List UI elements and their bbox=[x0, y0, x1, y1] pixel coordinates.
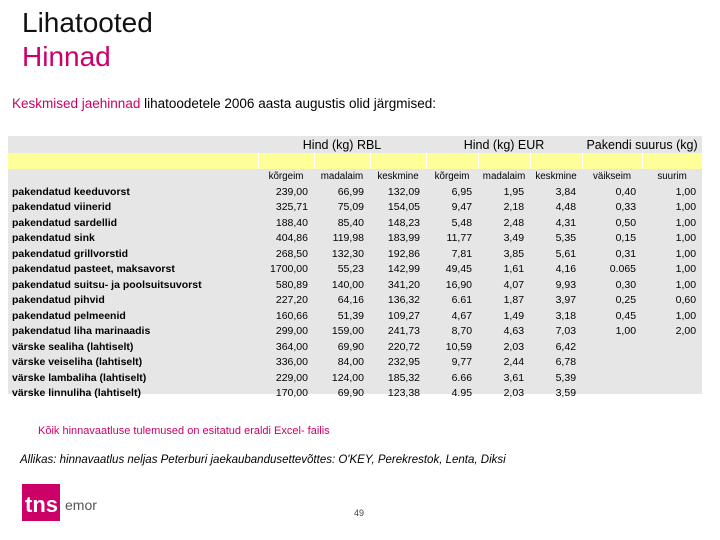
price-table bbox=[8, 136, 702, 401]
yellow-row-cell bbox=[8, 153, 258, 169]
excel-note: Kõik hinnavaatluse tulemused on esitatud eraldi Excel- failis bbox=[38, 425, 330, 437]
row-value-cell: 5,48 bbox=[451, 216, 473, 229]
subheader-cell: madalaim bbox=[320, 170, 364, 182]
row-value-cell bbox=[642, 386, 702, 402]
table-subheader-row bbox=[8, 169, 702, 185]
row-value-cell: 1,49 bbox=[503, 309, 525, 322]
row-value-cell: 185,32 bbox=[387, 371, 421, 384]
row-value-cell: 4,07 bbox=[503, 278, 525, 291]
row-value-cell: 0,15 bbox=[615, 232, 637, 245]
row-value-cell: 3,84 bbox=[555, 185, 577, 198]
row-value-cell: 75,09 bbox=[337, 201, 364, 214]
row-value-cell: 148,23 bbox=[387, 216, 421, 229]
row-value-cell: 0,25 bbox=[615, 294, 637, 307]
row-value-cell: 10,59 bbox=[445, 340, 473, 353]
group-header-package: Pakendi suurus (kg) bbox=[586, 137, 698, 152]
row-value-cell: 232,95 bbox=[387, 356, 421, 369]
subheader-cell: madalaim bbox=[482, 170, 526, 182]
row-product-name: pakendatud grillvorstid bbox=[12, 247, 129, 260]
row-value-cell: 239,00 bbox=[275, 185, 308, 198]
row-value-cell: 183,99 bbox=[387, 232, 421, 245]
row-value-cell: 6,95 bbox=[451, 185, 473, 198]
row-product-name: pakendatud pasteet, maksavorst bbox=[12, 263, 175, 276]
row-value-cell: 7,03 bbox=[555, 325, 577, 338]
row-value-cell: 142,99 bbox=[387, 263, 421, 276]
row-value-cell: 5,61 bbox=[555, 247, 577, 260]
row-value-cell: 3,97 bbox=[555, 294, 577, 307]
source-note: Allikas: hinnavaatlus neljas Peterburi jaekaubandusettevõttes: O'KEY, Perekrestok, Lenta, Diksi bbox=[20, 454, 506, 466]
row-value-cell: 1,00 bbox=[615, 325, 637, 338]
row-value-cell: 3,18 bbox=[555, 309, 577, 322]
row-value-cell: 5,35 bbox=[555, 232, 577, 245]
table-row bbox=[8, 277, 702, 293]
row-value-cell: 132,30 bbox=[331, 247, 364, 260]
row-value-cell: 3,85 bbox=[503, 247, 525, 260]
row-value-cell: 6,78 bbox=[555, 356, 577, 369]
table-row bbox=[8, 231, 702, 247]
row-value-cell: 55,23 bbox=[337, 263, 364, 276]
row-value-cell bbox=[642, 355, 702, 371]
row-product-name: värske lambaliha (lahtiselt) bbox=[12, 371, 147, 384]
row-value-cell: 2,03 bbox=[503, 340, 525, 353]
row-value-cell: 1,00 bbox=[675, 263, 697, 276]
row-value-cell: 4,31 bbox=[555, 216, 577, 229]
tns-emor-logo-icon bbox=[22, 483, 132, 523]
subtitle-rest: lihatoodetele 2006 aasta augustis olid järgmised: bbox=[140, 96, 437, 111]
table-row bbox=[8, 370, 702, 386]
row-value-cell: 1,00 bbox=[675, 185, 697, 198]
row-value-cell: 580,89 bbox=[275, 278, 308, 291]
row-value-cell: 364,00 bbox=[275, 340, 308, 353]
row-value-cell: 4,67 bbox=[451, 309, 473, 322]
row-value-cell: 9,93 bbox=[555, 278, 577, 291]
row-value-cell bbox=[582, 370, 642, 386]
row-value-cell: 1,61 bbox=[503, 263, 525, 276]
row-value-cell: 4,63 bbox=[503, 325, 525, 338]
row-value-cell: 16,90 bbox=[445, 278, 473, 291]
row-value-cell: 3,49 bbox=[503, 232, 525, 245]
row-value-cell: 2,00 bbox=[675, 325, 697, 338]
row-value-cell: 1,00 bbox=[675, 232, 697, 245]
subheader-empty bbox=[8, 169, 258, 185]
row-value-cell: 2,48 bbox=[503, 216, 525, 229]
row-value-cell: 325,71 bbox=[275, 201, 308, 214]
row-value-cell: 66,99 bbox=[337, 185, 364, 198]
row-value-cell: 140,00 bbox=[331, 278, 364, 291]
row-value-cell: 220,72 bbox=[387, 340, 421, 353]
yellow-row-cell bbox=[314, 153, 370, 169]
row-product-name: pakendatud sink bbox=[12, 232, 95, 245]
row-value-cell: 188,40 bbox=[275, 216, 308, 229]
row-value-cell: 1,95 bbox=[503, 185, 525, 198]
row-value-cell bbox=[582, 386, 642, 402]
row-product-name: pakendatud liha marinaadis bbox=[12, 325, 151, 338]
row-value-cell: 2,03 bbox=[503, 387, 525, 400]
row-value-cell: 5,39 bbox=[555, 371, 577, 384]
row-value-cell: 109,27 bbox=[387, 309, 421, 322]
row-value-cell: 6.61 bbox=[451, 294, 473, 307]
group-header-empty bbox=[8, 136, 258, 153]
row-value-cell: 3,59 bbox=[555, 387, 577, 400]
table-row bbox=[8, 184, 702, 200]
table-row bbox=[8, 339, 702, 355]
slide-title-line2: Hinnad bbox=[22, 41, 111, 72]
row-product-name: värske sealiha (lahtiselt) bbox=[12, 340, 134, 353]
table-body bbox=[8, 184, 702, 401]
table-row bbox=[8, 262, 702, 278]
table-row bbox=[8, 386, 702, 402]
page-number: 49 bbox=[354, 508, 365, 518]
row-value-cell bbox=[642, 370, 702, 386]
logo-sub-text: emor bbox=[65, 497, 97, 513]
row-value-cell: 124,00 bbox=[331, 371, 364, 384]
row-product-name: pakendatud pelmeenid bbox=[12, 309, 126, 322]
table-row bbox=[8, 215, 702, 231]
row-value-cell: 159,00 bbox=[331, 325, 364, 338]
table-group-header-row bbox=[8, 136, 702, 153]
row-value-cell: 4,16 bbox=[555, 263, 577, 276]
subheader-cell: kõrgeim bbox=[434, 170, 470, 182]
row-value-cell: 49,45 bbox=[445, 263, 473, 276]
subtitle-highlight: Keskmised jaehinnad bbox=[12, 96, 141, 111]
yellow-row-cell bbox=[530, 153, 582, 169]
subheader-cell: suurim bbox=[657, 170, 687, 182]
row-value-cell: 1700,00 bbox=[270, 263, 308, 276]
row-value-cell: 85,40 bbox=[337, 216, 364, 229]
table-row bbox=[8, 355, 702, 371]
row-value-cell: 227,20 bbox=[275, 294, 308, 307]
row-value-cell: 1,00 bbox=[675, 201, 697, 214]
subheader-cell: väikseim bbox=[592, 170, 632, 182]
row-value-cell: 1,00 bbox=[675, 247, 697, 260]
table-row bbox=[8, 324, 702, 340]
row-product-name: värske veiseliha (lahtiselt) bbox=[12, 356, 143, 369]
row-value-cell: 1,00 bbox=[675, 216, 697, 229]
row-value-cell: 229,00 bbox=[275, 371, 308, 384]
row-product-name: värske linnuliha (lahtiselt) bbox=[12, 387, 141, 400]
row-value-cell: 11,77 bbox=[446, 232, 473, 245]
row-value-cell: 299,00 bbox=[275, 325, 308, 338]
row-value-cell: 9,47 bbox=[451, 201, 473, 214]
row-product-name: pakendatud viinerid bbox=[12, 201, 112, 214]
row-value-cell: 404,86 bbox=[275, 232, 308, 245]
row-product-name: pakendatud pihvid bbox=[12, 294, 105, 307]
row-value-cell: 192,86 bbox=[387, 247, 421, 260]
group-header-rbl: Hind (kg) RBL bbox=[302, 137, 382, 152]
row-value-cell bbox=[582, 355, 642, 371]
yellow-row-cell bbox=[370, 153, 426, 169]
row-value-cell: 8,70 bbox=[451, 325, 473, 338]
row-value-cell: 268,50 bbox=[275, 247, 308, 260]
row-value-cell: 119,98 bbox=[332, 232, 364, 245]
slide-title-line1: Lihatooted bbox=[22, 7, 153, 38]
row-value-cell: 136,32 bbox=[387, 294, 421, 307]
slide-subtitle bbox=[12, 96, 436, 111]
row-value-cell: 69,90 bbox=[337, 387, 364, 400]
row-value-cell: 170,00 bbox=[275, 387, 308, 400]
row-value-cell: 4.95 bbox=[451, 387, 473, 400]
row-value-cell: 0,31 bbox=[615, 247, 637, 260]
row-value-cell: 4,48 bbox=[555, 201, 577, 214]
group-header-eur: Hind (kg) EUR bbox=[463, 137, 545, 152]
row-value-cell: 0,30 bbox=[615, 278, 637, 291]
row-value-cell: 123,38 bbox=[387, 387, 421, 400]
row-value-cell: 2,44 bbox=[503, 356, 525, 369]
row-value-cell: 1,00 bbox=[675, 309, 697, 322]
yellow-row-cell bbox=[642, 153, 702, 169]
row-value-cell: 0,33 bbox=[615, 201, 637, 214]
subheader-cell: keskmine bbox=[377, 170, 419, 182]
row-value-cell: 6.66 bbox=[451, 371, 473, 384]
row-value-cell: 6,42 bbox=[555, 340, 577, 353]
row-value-cell: 3,61 bbox=[503, 371, 525, 384]
tns-emor-logo bbox=[22, 483, 132, 523]
row-value-cell: 1,87 bbox=[503, 294, 525, 307]
row-value-cell: 241,73 bbox=[387, 325, 421, 338]
table-row bbox=[8, 293, 702, 309]
row-value-cell: 0,60 bbox=[675, 294, 697, 307]
row-value-cell: 69,90 bbox=[337, 340, 364, 353]
subheader-cell: keskmine bbox=[535, 170, 577, 182]
table-row bbox=[8, 308, 702, 324]
row-value-cell: 64,16 bbox=[337, 294, 364, 307]
yellow-row-cell bbox=[478, 153, 530, 169]
row-value-cell: 2,18 bbox=[503, 201, 525, 214]
row-value-cell: 7,81 bbox=[451, 247, 473, 260]
table-row bbox=[8, 246, 702, 262]
row-value-cell: 0,40 bbox=[615, 185, 637, 198]
row-value-cell: 341,20 bbox=[387, 278, 421, 291]
yellow-row-cell bbox=[426, 153, 478, 169]
row-product-name: pakendatud suitsu- ja poolsuitsuvorst bbox=[12, 278, 202, 291]
row-value-cell: 0,45 bbox=[615, 309, 637, 322]
row-value-cell: 154,05 bbox=[387, 201, 421, 214]
row-value-cell: 132,09 bbox=[387, 185, 421, 198]
row-value-cell bbox=[642, 339, 702, 355]
row-value-cell: 9,77 bbox=[451, 356, 473, 369]
row-value-cell: 160,66 bbox=[275, 309, 308, 322]
price-table-area bbox=[8, 136, 702, 400]
row-value-cell: 84,00 bbox=[337, 356, 364, 369]
row-value-cell: 0.065 bbox=[609, 263, 637, 276]
row-value-cell bbox=[582, 339, 642, 355]
logo-brand-text: tns bbox=[25, 492, 58, 517]
row-product-name: pakendatud keeduvorst bbox=[12, 185, 130, 198]
yellow-row-cell bbox=[582, 153, 642, 169]
row-value-cell: 0,50 bbox=[615, 216, 637, 229]
row-value-cell: 1,00 bbox=[675, 278, 697, 291]
row-value-cell: 336,00 bbox=[275, 356, 308, 369]
yellow-row-cell bbox=[258, 153, 314, 169]
subheader-cell: kõrgeim bbox=[268, 170, 304, 182]
row-value-cell: 51,39 bbox=[337, 309, 364, 322]
table-yellow-row bbox=[8, 153, 702, 169]
table-row bbox=[8, 200, 702, 216]
row-product-name: pakendatud sardellid bbox=[12, 216, 118, 229]
